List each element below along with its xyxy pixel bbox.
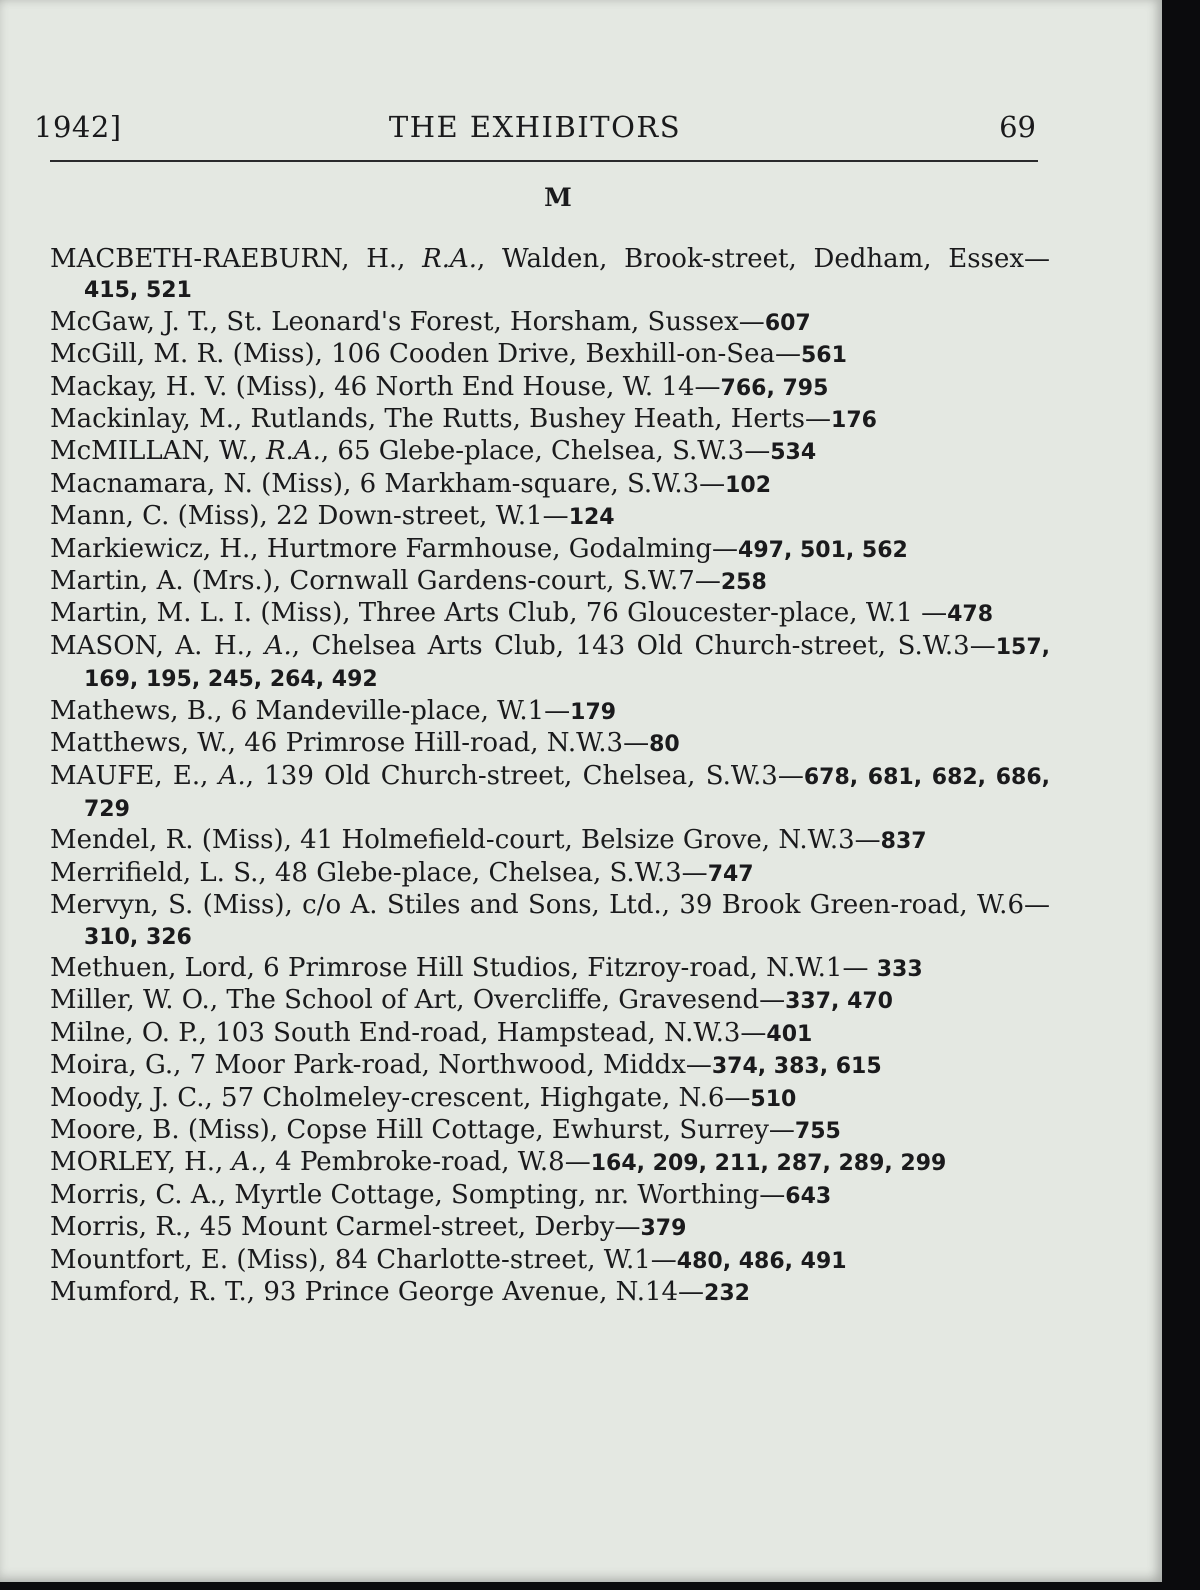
exhibitor-entry bbox=[50, 1212, 1050, 1244]
exhibitor-name: Mackay, H. V. (Miss), bbox=[50, 371, 326, 402]
catalogue-numbers: 755 bbox=[794, 1118, 841, 1144]
exhibitor-entry bbox=[50, 1083, 1050, 1115]
exhibitor-name: Miller, W. O., bbox=[50, 985, 219, 1016]
exhibitor-entry bbox=[50, 372, 1050, 404]
exhibitor-name: MASON, A. H., bbox=[50, 630, 254, 661]
exhibitor-entry bbox=[50, 696, 1050, 728]
header-rule bbox=[50, 160, 1038, 162]
catalogue-numbers: 766, 795 bbox=[720, 375, 829, 401]
exhibitor-entry bbox=[50, 566, 1050, 598]
exhibitor-address: 106 Cooden Drive, Bexhill-on-Sea— bbox=[322, 339, 801, 370]
exhibitor-entry bbox=[50, 1147, 1050, 1179]
exhibitor-entry bbox=[50, 728, 1050, 760]
exhibitor-title: A. bbox=[218, 760, 246, 791]
exhibitor-address: 46 Primrose Hill-road, N.W.3— bbox=[236, 728, 650, 759]
exhibitor-address: Rutlands, The Rutts, Bushey Heath, Herts— bbox=[242, 404, 832, 435]
catalogue-numbers: 176 bbox=[831, 408, 877, 434]
exhibitor-title: R.A. bbox=[265, 436, 321, 467]
catalogue-numbers: 164, 209, 211, 287, 289, 299 bbox=[590, 1151, 947, 1177]
exhibitor-address: 6 Mandeville-place, W.1— bbox=[222, 695, 571, 726]
section-letter: M bbox=[544, 183, 572, 212]
exhibitor-address: 93 Prince George Avenue, N.14— bbox=[255, 1277, 705, 1307]
catalogue-numbers: 510 bbox=[750, 1086, 797, 1112]
catalogue-numbers: 401 bbox=[766, 1021, 813, 1047]
exhibitor-title: A. bbox=[231, 1147, 259, 1178]
exhibitor-entry bbox=[50, 436, 1050, 468]
exhibitor-name: Macnamara, N. (Miss), bbox=[50, 468, 352, 499]
exhibitor-address: 45 Mount Carmel-street, Derby— bbox=[191, 1212, 641, 1243]
catalogue-numbers: 497, 501, 562 bbox=[738, 537, 908, 563]
exhibitor-address: Three Arts Club, 76 Gloucester-place, W.1 — bbox=[350, 598, 948, 629]
exhibitor-address: Myrtle Cottage, Sompting, nr. Worthing— bbox=[226, 1179, 786, 1210]
exhibitor-address: 46 North End House, W. 14— bbox=[325, 371, 721, 402]
catalogue-numbers: 747 bbox=[707, 861, 754, 887]
exhibitor-address: 6 Primrose Hill Studios, Fitzroy-road, N.W.1— bbox=[254, 952, 877, 983]
catalogue-numbers: 607 bbox=[764, 310, 811, 336]
catalogue-numbers: 561 bbox=[800, 343, 847, 369]
exhibitor-title: R.A. bbox=[422, 244, 478, 274]
exhibitor-name: Markiewicz, H., bbox=[50, 533, 259, 564]
exhibitor-address: 22 Down-street, W.1— bbox=[267, 501, 569, 532]
exhibitor-name: Mendel, R. (Miss), bbox=[50, 825, 292, 856]
exhibitor-entry bbox=[50, 953, 1050, 985]
exhibitor-name: Mumford, R. T., bbox=[50, 1277, 256, 1307]
exhibitor-entry bbox=[50, 307, 1050, 339]
exhibitor-name: Milne, O. P., bbox=[50, 1017, 207, 1048]
exhibitor-address: , 65 Glebe-place, Chelsea, S.W.3— bbox=[320, 436, 771, 467]
exhibitor-entry bbox=[50, 1115, 1050, 1147]
catalogue-numbers: 478 bbox=[947, 602, 994, 628]
exhibitor-entry bbox=[50, 825, 1050, 857]
exhibitor-name: MACBETH-RAEBURN, H., bbox=[50, 244, 406, 274]
section-heading bbox=[0, 183, 1162, 212]
exhibitor-name: McGill, M. R. (Miss), bbox=[50, 339, 323, 370]
exhibitor-title: A. bbox=[264, 630, 292, 661]
exhibitor-name: Morris, C. A., bbox=[50, 1179, 227, 1210]
exhibitor-name: Mountfort, E. (Miss), bbox=[50, 1244, 327, 1275]
exhibitor-address: St. Leonard's Forest, Horsham, Sussex— bbox=[218, 306, 765, 337]
exhibitor-entry bbox=[50, 244, 1050, 307]
exhibitor-entry bbox=[50, 598, 1050, 630]
exhibitor-address: The School of Art, Overcliffe, Gravesend— bbox=[218, 985, 786, 1016]
exhibitor-entry bbox=[50, 890, 1050, 953]
running-head-title: THE EXHIBITORS bbox=[388, 110, 682, 144]
exhibitor-address: 103 South End-road, Hampstead, N.W.3— bbox=[207, 1017, 767, 1048]
exhibitor-address: 7 Moor Park-road, Northwood, Middx— bbox=[181, 1050, 712, 1081]
exhibitor-entry bbox=[50, 1180, 1050, 1212]
exhibitor-name: Matthews, W., bbox=[50, 728, 236, 759]
catalogue-numbers: 678, 681, 682, 686, 729 bbox=[84, 764, 1050, 822]
catalogue-numbers: 80 bbox=[649, 732, 680, 758]
exhibitor-address: 57 Cholmeley-crescent, Highgate, N.6— bbox=[212, 1082, 751, 1113]
catalogue-numbers: 379 bbox=[640, 1216, 687, 1242]
page-number: 69 bbox=[999, 110, 1036, 144]
exhibitor-name: Moody, J. C., bbox=[50, 1082, 213, 1113]
exhibitor-entry bbox=[50, 631, 1050, 696]
exhibitor-name: Mann, C. (Miss), bbox=[50, 501, 268, 532]
catalogue-numbers: 643 bbox=[785, 1183, 832, 1209]
exhibitor-entry bbox=[50, 1245, 1050, 1277]
catalogue-numbers: 333 bbox=[876, 956, 923, 982]
exhibitor-name: McMILLAN, W., bbox=[50, 436, 258, 467]
catalogue-numbers: 374, 383, 615 bbox=[711, 1054, 882, 1080]
exhibitor-address: c/o A. Stiles and Sons, Ltd., 39 Brook Green-road, W.6— bbox=[292, 890, 1050, 921]
exhibitor-entry bbox=[50, 534, 1050, 566]
exhibitor-entry bbox=[50, 469, 1050, 501]
catalogue-numbers: 837 bbox=[880, 829, 927, 855]
exhibitor-entry bbox=[50, 501, 1050, 533]
exhibitor-name: Mathews, B., bbox=[50, 695, 223, 726]
exhibitor-address: 84 Charlotte-street, W.1— bbox=[326, 1244, 677, 1275]
catalogue-numbers: 415, 521 bbox=[84, 278, 192, 304]
catalogue-numbers: 157, 169, 195, 245, 264, 492 bbox=[84, 634, 1051, 693]
exhibitor-address: , Walden, Brook-street, Dedham, Essex— bbox=[477, 244, 1050, 274]
exhibitor-name: Martin, M. L. I. (Miss), bbox=[50, 598, 351, 629]
exhibitor-name: McGaw, J. T., bbox=[50, 306, 219, 337]
exhibitor-name: MORLEY, H., bbox=[50, 1147, 224, 1178]
exhibitor-address: Copse Hill Cottage, Ewhurst, Surrey— bbox=[278, 1114, 795, 1145]
exhibitor-name: MAUFE, E., bbox=[50, 760, 209, 791]
exhibitor-name: Mervyn, S. (Miss), bbox=[50, 890, 293, 921]
exhibitor-entry bbox=[50, 1018, 1050, 1050]
running-head bbox=[34, 110, 1036, 152]
exhibitor-entry bbox=[50, 1050, 1050, 1082]
exhibitor-entry bbox=[50, 985, 1050, 1017]
catalogue-numbers: 179 bbox=[570, 699, 617, 725]
running-head-year: 1942] bbox=[34, 110, 122, 144]
exhibitor-list bbox=[50, 244, 1050, 1309]
catalogue-numbers: 232 bbox=[704, 1281, 750, 1306]
catalogue-numbers: 124 bbox=[568, 505, 615, 531]
exhibitor-entry bbox=[50, 761, 1050, 826]
exhibitor-name: Morris, R., bbox=[50, 1212, 192, 1243]
exhibitor-name: Merrifield, L. S., bbox=[50, 857, 267, 888]
exhibitor-entry bbox=[50, 1277, 1050, 1309]
exhibitor-address: , Chelsea Arts Club, 143 Old Church-street, S.W.3— bbox=[291, 630, 996, 661]
exhibitor-address: Cornwall Gardens-court, S.W.7— bbox=[281, 566, 721, 597]
exhibitor-address: , 139 Old Church-street, Chelsea, S.W.3— bbox=[245, 760, 804, 791]
exhibitor-address: Hurtmore Farmhouse, Godalming— bbox=[258, 533, 739, 564]
exhibitor-entry bbox=[50, 339, 1050, 371]
catalogue-numbers: 258 bbox=[720, 570, 767, 596]
exhibitor-address: 6 Markham-square, S.W.3— bbox=[351, 468, 726, 499]
exhibitor-name: Methuen, Lord, bbox=[50, 952, 255, 983]
exhibitor-name: Mackinlay, M., bbox=[50, 404, 243, 435]
exhibitor-name: Moore, B. (Miss), bbox=[50, 1114, 279, 1145]
exhibitor-name: Martin, A. (Mrs.), bbox=[50, 566, 282, 597]
exhibitor-address: , 4 Pembroke-road, W.8— bbox=[258, 1147, 591, 1178]
catalogue-numbers: 102 bbox=[725, 472, 772, 498]
exhibitor-entry bbox=[50, 404, 1050, 436]
catalogue-numbers: 310, 326 bbox=[84, 924, 192, 950]
catalogue-numbers: 480, 486, 491 bbox=[676, 1248, 847, 1274]
exhibitor-entry bbox=[50, 858, 1050, 890]
catalogue-numbers: 337, 470 bbox=[785, 989, 893, 1015]
catalogue-numbers: 534 bbox=[770, 440, 817, 466]
exhibitor-address: 48 Glebe-place, Chelsea, S.W.3— bbox=[266, 857, 708, 888]
exhibitor-address: 41 Holmefield-court, Belsize Grove, N.W.3— bbox=[291, 825, 881, 856]
exhibitor-name: Moira, G., bbox=[50, 1050, 182, 1081]
